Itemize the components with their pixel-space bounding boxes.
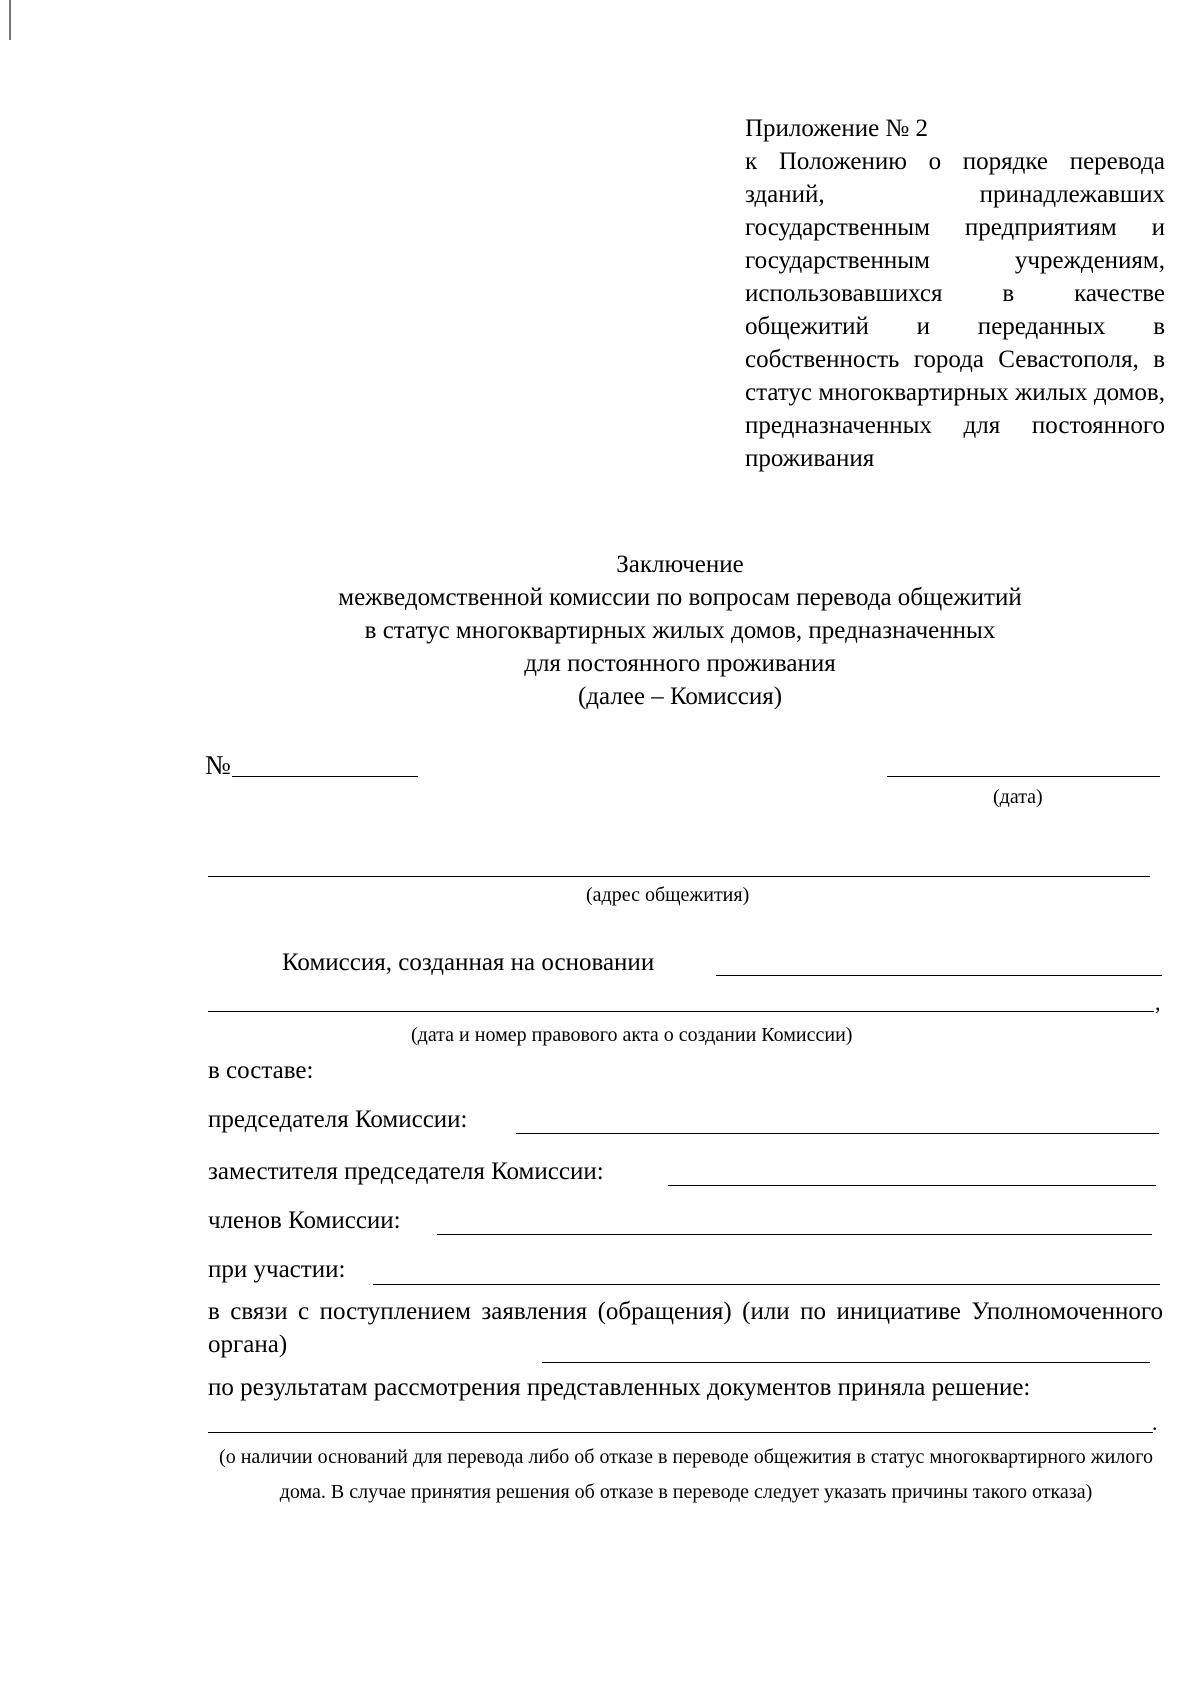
number-label: № bbox=[205, 750, 231, 780]
composition-label: в составе: bbox=[208, 1057, 314, 1084]
number-field[interactable] bbox=[232, 776, 418, 777]
chairman-field[interactable] bbox=[516, 1133, 1159, 1134]
members-field[interactable] bbox=[437, 1234, 1152, 1235]
date-field[interactable] bbox=[887, 776, 1160, 777]
appendix-block bbox=[745, 112, 1165, 475]
appendix-title: Приложение № 2 bbox=[745, 115, 929, 142]
decision-period: . bbox=[1152, 1410, 1158, 1435]
participation-field[interactable] bbox=[373, 1284, 1160, 1285]
basis-comma: , bbox=[1155, 990, 1161, 1015]
address-field[interactable] bbox=[208, 876, 1150, 877]
scan-artifact bbox=[9, 0, 11, 40]
chairman-label: председателя Комиссии: bbox=[208, 1106, 468, 1133]
heading-line-2: межведомственной комиссии по вопросам перевода общежитий bbox=[338, 584, 1022, 611]
decision-field[interactable] bbox=[208, 1432, 1153, 1433]
decision-label: по результатам рассмотрения представленных документов приняла решение: bbox=[208, 1374, 1031, 1401]
appendix-reference: к Положению о порядке перевода зданий, принадлежавших государственным предприятиям и государственным учреждениям, использовавшихся в качестве общежитий и переданных в собственность города Севастополя, в статус многоквартирных жилых домов, предназначенных для постоянного проживания bbox=[745, 148, 1165, 472]
application-text: в связи с поступлением заявления (обращения) (или по инициативе Уполномоченного органа) bbox=[208, 1298, 1163, 1358]
address-caption: (адрес общежития) bbox=[586, 884, 750, 906]
basis-field[interactable] bbox=[716, 975, 1162, 976]
act-caption: (дата и номер правового акта о создании Комиссии) bbox=[411, 1024, 853, 1046]
deputy-field[interactable] bbox=[668, 1185, 1156, 1186]
decision-note: (о наличии оснований для перевода либо об отказе в переводе общежития в статус многоквартирного жилого дома. В случае принятия решения об отказе в переводе следует указать причины такого отказа) bbox=[219, 1446, 1153, 1503]
document-heading bbox=[180, 548, 1180, 713]
heading-line-4: для постоянного проживания bbox=[524, 650, 836, 677]
heading-title: Заключение bbox=[616, 551, 744, 578]
basis-field-continued[interactable] bbox=[208, 1011, 1154, 1012]
application-field[interactable] bbox=[542, 1362, 1150, 1363]
heading-line-5: (далее – Комиссия) bbox=[577, 683, 783, 710]
deputy-label: заместителя председателя Комиссии: bbox=[208, 1158, 604, 1185]
date-caption: (дата) bbox=[993, 786, 1043, 808]
participation-label: при участии: bbox=[208, 1256, 346, 1283]
basis-label: Комиссия, созданная на основании bbox=[282, 949, 655, 976]
members-label: членов Комиссии: bbox=[208, 1207, 401, 1234]
heading-line-3: в статус многоквартирных жилых домов, предназначенных bbox=[364, 617, 996, 644]
